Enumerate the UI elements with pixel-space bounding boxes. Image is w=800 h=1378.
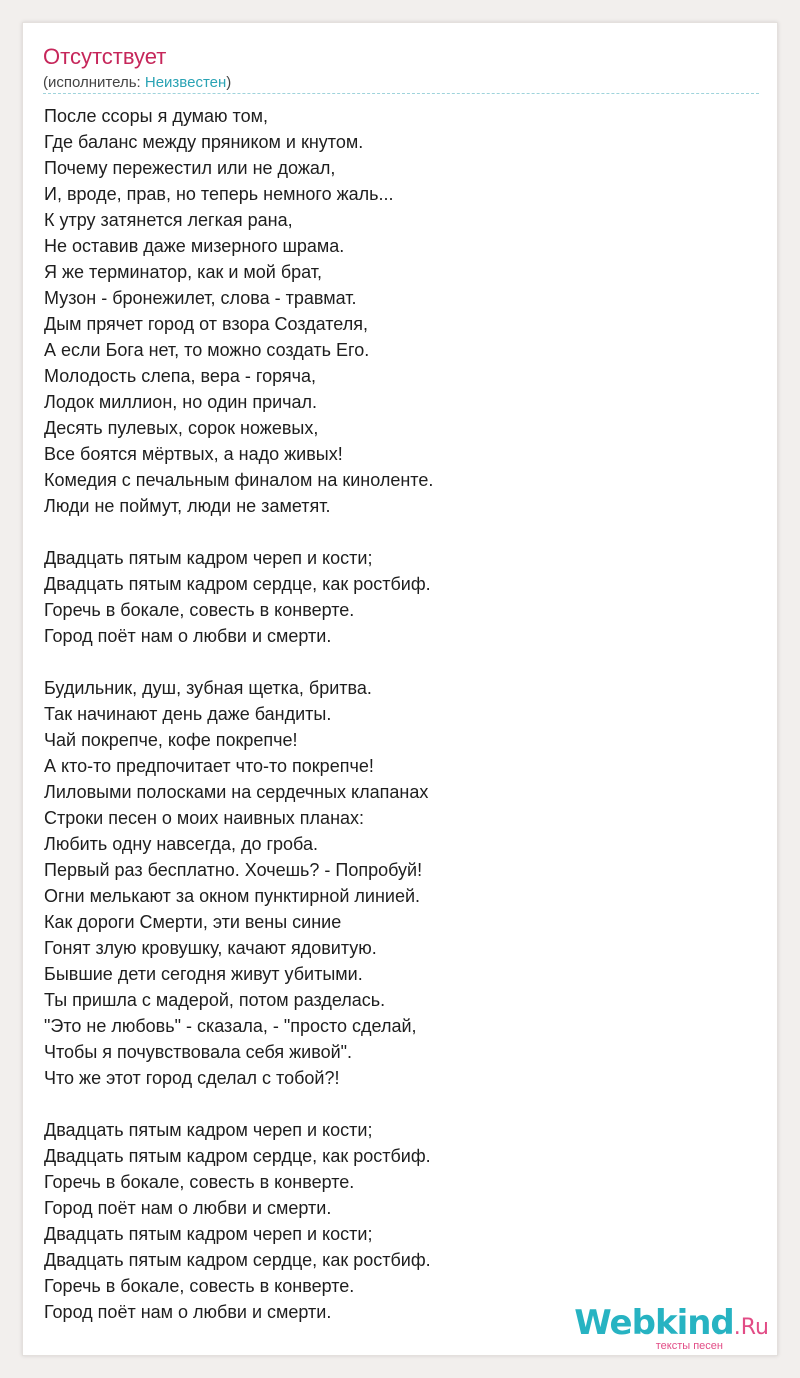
lyric-line: Первый раз бесплатно. Хочешь? - Попробуй!	[44, 860, 423, 880]
lyric-line: Что же этот город сделал с тобой?!	[44, 1068, 340, 1088]
lyrics-stanza	[44, 545, 759, 649]
lyric-line: Строки песен о моих наивных планах:	[44, 808, 365, 828]
lyric-line: Двадцать пятым кадром череп и кости;	[44, 1224, 373, 1244]
lyrics-stanza	[44, 103, 759, 519]
lyric-line: А если Бога нет, то можно создать Его.	[44, 340, 370, 360]
lyric-line: И, вроде, прав, но теперь немного жаль...	[44, 184, 394, 204]
lyric-line: Двадцать пятым кадром череп и кости;	[44, 1120, 373, 1140]
lyrics-stanza	[44, 675, 759, 1091]
lyric-line: Молодость слепа, вера - горяча,	[44, 366, 317, 386]
lyric-line: Дым прячет город от взора Создателя,	[44, 314, 368, 334]
lyric-line: После ссоры я думаю том,	[44, 106, 268, 126]
lyric-line: Где баланс между пряником и кнутом.	[44, 132, 364, 152]
lyrics-body	[44, 103, 759, 1351]
lyric-line: Город поёт нам о любви и смерти.	[44, 1302, 332, 1322]
lyrics-stanza	[44, 1117, 759, 1325]
artist-prefix: (исполнитель:	[43, 74, 145, 91]
lyric-line: Огни мелькают за окном пунктирной линией.	[44, 886, 421, 906]
lyric-line: Лодок миллион, но один причал.	[44, 392, 318, 412]
logo-word: Webkind	[574, 1303, 734, 1343]
lyric-line: Двадцать пятым кадром сердце, как ростбиф.	[44, 574, 431, 594]
lyric-line: Все боятся мёртвых, а надо живых!	[44, 444, 343, 464]
lyric-line: Город поёт нам о любви и смерти.	[44, 626, 332, 646]
lyric-line: Бывшие дети сегодня живут убитыми.	[44, 964, 363, 984]
artist-line	[43, 73, 231, 93]
lyric-line: Так начинают день даже бандиты.	[44, 704, 332, 724]
lyric-line: А кто-то предпочитает что-то покрепче!	[44, 756, 374, 776]
lyric-line: К утру затянется легкая рана,	[44, 210, 293, 230]
lyric-line: Чтобы я почувствовала себя живой".	[44, 1042, 353, 1062]
title-divider	[43, 93, 759, 94]
artist-suffix: )	[226, 74, 232, 91]
lyric-line: Не оставив даже мизерного шрама.	[44, 236, 345, 256]
lyric-line: Двадцать пятым кадром сердце, как ростбиф.	[44, 1250, 431, 1270]
lyric-line: Люди не поймут, люди не заметят.	[44, 496, 331, 516]
lyric-line: Двадцать пятым кадром сердце, как ростбиф.	[44, 1146, 431, 1166]
logo-tld: .Ru	[733, 1315, 769, 1340]
lyric-line: Будильник, душ, зубная щетка, бритва.	[44, 678, 372, 698]
logo-subtitle: тексты песен	[655, 1340, 723, 1352]
lyric-line: "Это не любовь" - сказала, - "просто сделай,	[44, 1016, 417, 1036]
lyric-line: Гонят злую кровушку, качают ядовитую.	[44, 938, 377, 958]
lyric-line: Музон - бронежилет, слова - травмат.	[44, 288, 357, 308]
artist-link[interactable]: Неизвестен	[144, 74, 227, 91]
lyric-line: Двадцать пятым кадром череп и кости;	[44, 548, 373, 568]
lyric-line: Как дороги Смерти, эти вены синие	[44, 912, 342, 932]
lyric-line: Чай покрепче, кофе покрепче!	[44, 730, 298, 750]
lyric-line: Я же терминатор, как и мой брат,	[44, 262, 323, 282]
lyric-line: Комедия с печальным финалом на киноленте.	[44, 470, 434, 490]
site-logo[interactable]	[569, 1303, 769, 1353]
lyric-line: Любить одну навсегда, до гроба.	[44, 834, 318, 854]
lyric-line: Ты пришла с мадерой, потом разделась.	[44, 990, 386, 1010]
lyric-line: Горечь в бокале, совесть в конверте.	[44, 1276, 355, 1296]
song-title: Отсутствует	[43, 44, 167, 69]
lyric-line: Почему пережестил или не дожал,	[44, 158, 336, 178]
lyric-line: Город поёт нам о любви и смерти.	[44, 1198, 332, 1218]
lyric-line: Горечь в бокале, совесть в конверте.	[44, 1172, 355, 1192]
lyric-line: Горечь в бокале, совесть в конверте.	[44, 600, 355, 620]
lyric-line: Десять пулевых, сорок ножевых,	[44, 418, 319, 438]
lyrics-card	[22, 22, 778, 1356]
lyric-line: Лиловыми полосками на сердечных клапанах	[44, 782, 429, 802]
